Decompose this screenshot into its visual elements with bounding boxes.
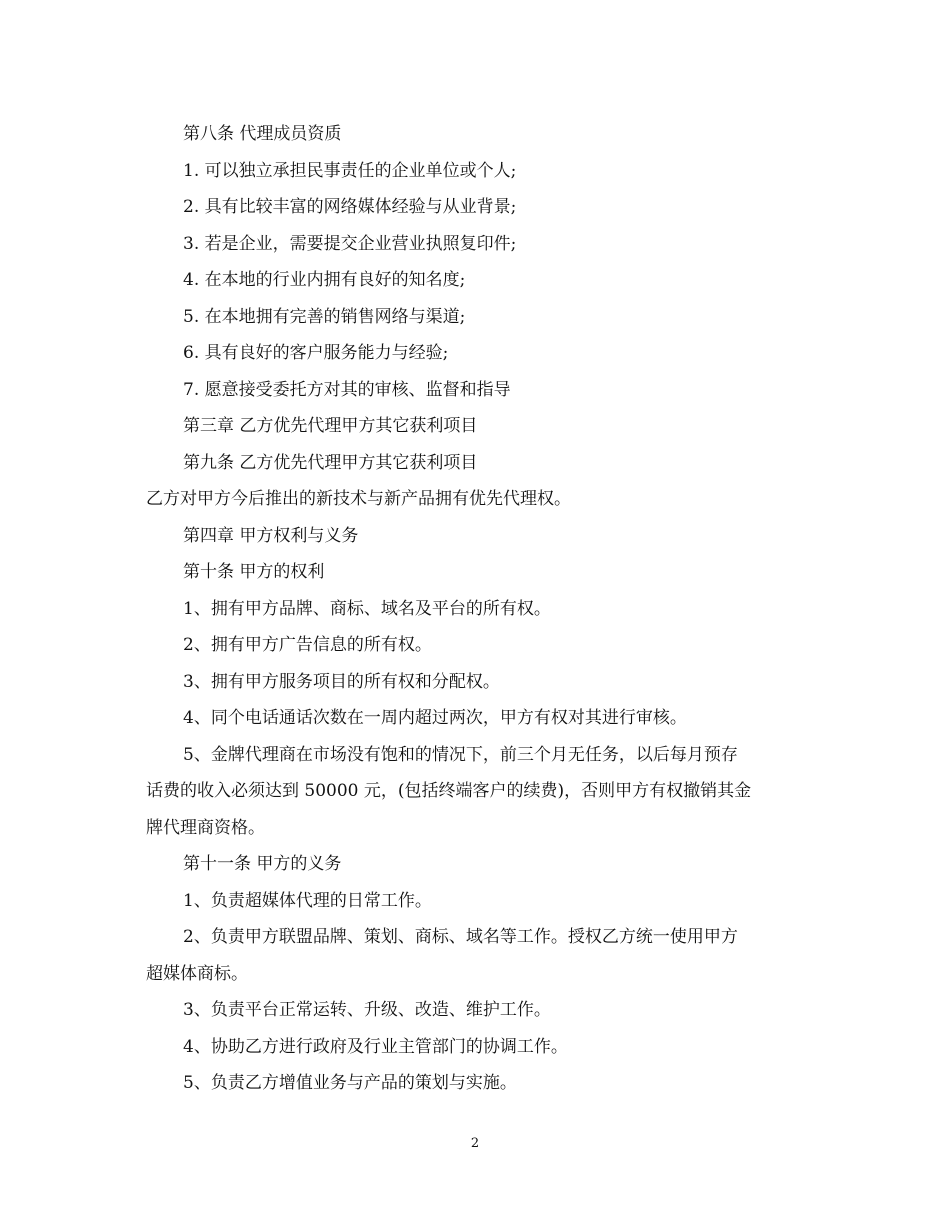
chapter-3-heading: 第三章 乙方优先代理甲方其它获利项目: [183, 416, 478, 436]
qualification-item-2: 2. 具有比较丰富的网络媒体经验与从业背景;: [183, 197, 517, 217]
duty-item-2-line-2: 超媒体商标。: [146, 963, 248, 984]
article-9-text: 乙方对甲方今后推出的新技术与新产品拥有优先代理权。: [146, 489, 571, 509]
duty-item-5: 5、负责乙方增值业务与产品的策划与实施。: [183, 1073, 517, 1093]
document-body: [146, 116, 806, 1102]
qualification-item-3: 3. 若是企业，需要提交企业营业执照复印件;: [183, 233, 517, 254]
qualification-item-5: 5. 在本地拥有完善的销售网络与渠道;: [183, 306, 466, 327]
right-item-3: 3、拥有甲方服务项目的所有权和分配权。: [183, 671, 500, 692]
qualification-item-7: 7. 愿意接受委托方对其的审核、监督和指导: [183, 379, 511, 400]
chapter-4-heading: 第四章 甲方权利与义务: [183, 525, 359, 546]
duty-item-2-paragraph: [146, 919, 806, 992]
right-item-1: 1、拥有甲方品牌、商标、域名及平台的所有权。: [183, 598, 551, 619]
article-8-heading: 第八条 代理成员资质: [183, 124, 342, 144]
qualification-item-6: 6. 具有良好的客户服务能力与经验;: [183, 343, 449, 363]
right-item-2: 2、拥有甲方广告信息的所有权。: [183, 635, 432, 655]
right-item-5-line-3: 牌代理商资格。: [146, 817, 265, 838]
article-11-heading: 第十一条 甲方的义务: [183, 854, 342, 874]
right-item-5-line-2: 话费的收入必须达到 50000 元，(包括终端客户的续费)，否则甲方有权撤销其金: [146, 781, 752, 801]
duty-item-4: 4、协助乙方进行政府及行业主管部门的协调工作。: [183, 1036, 568, 1057]
article-9-heading: 第九条 乙方优先代理甲方其它获利项目: [183, 452, 478, 473]
duty-item-2-line-1: 2、负责甲方联盟品牌、策划、商标、域名等工作。授权乙方统一使用甲方: [183, 927, 738, 947]
right-item-5-paragraph: [146, 737, 806, 847]
qualification-item-4: 4. 在本地的行业内拥有良好的知名度;: [183, 270, 466, 290]
duty-item-1: 1、负责超媒体代理的日常工作。: [183, 890, 432, 911]
qualification-item-1: 1. 可以独立承担民事责任的企业单位或个人;: [183, 160, 517, 181]
duty-item-3: 3、负责平台正常运转、升级、改造、维护工作。: [183, 1000, 551, 1020]
right-item-5-line-1: 5、金牌代理商在市场没有饱和的情况下，前三个月无任务，以后每月预存: [183, 744, 738, 765]
page-number: 2: [470, 1136, 480, 1151]
right-item-4: 4、同个电话通话次数在一周内超过两次，甲方有权对其进行审核。: [183, 708, 687, 728]
article-10-heading: 第十条 甲方的权利: [183, 562, 325, 582]
